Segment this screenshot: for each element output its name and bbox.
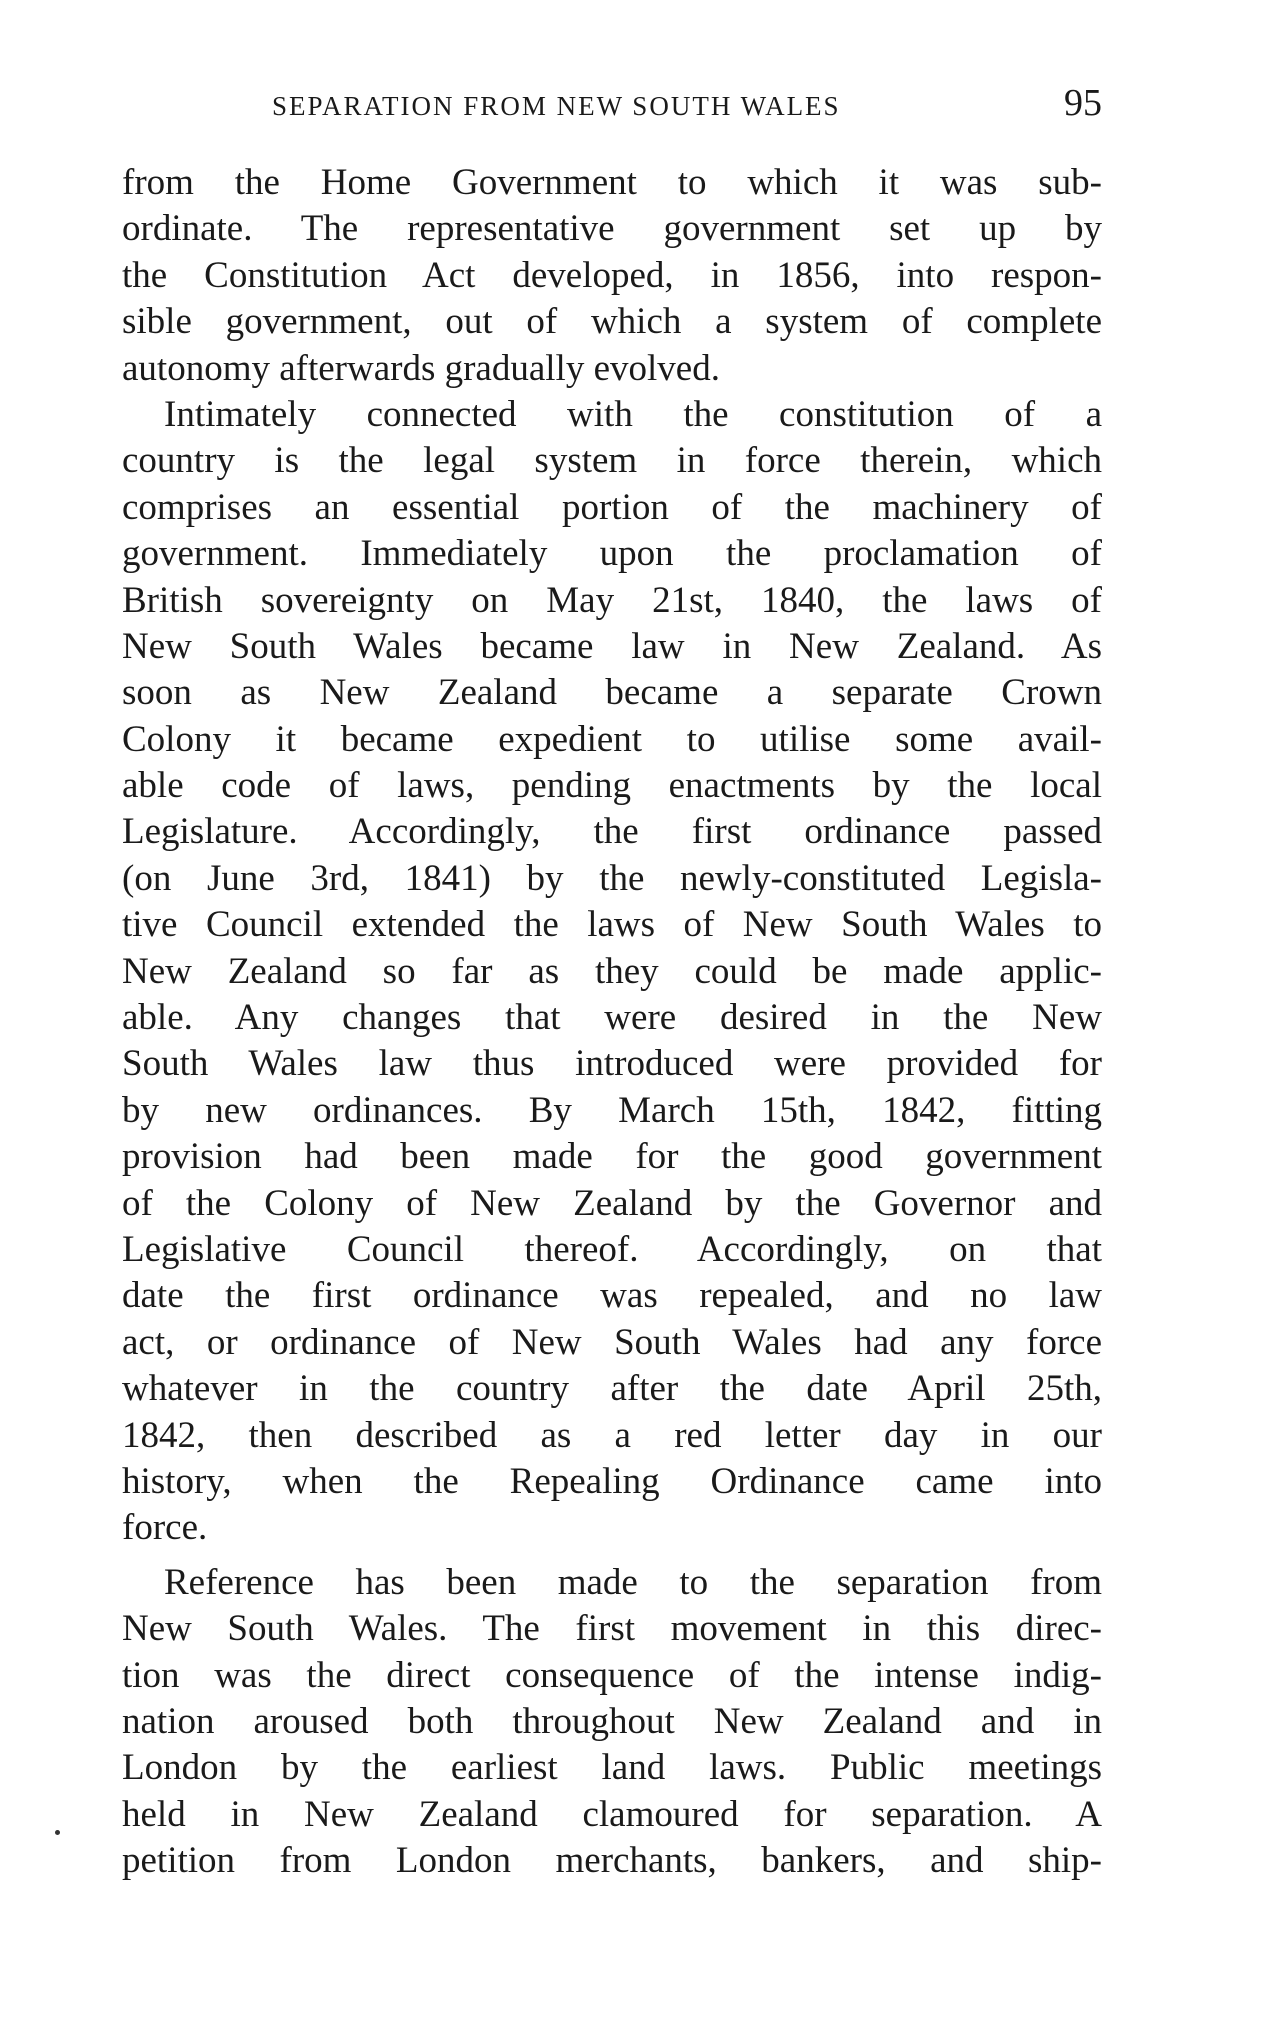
text-line: held in New Zealand clamoured for separation. A <box>122 1793 1102 1835</box>
text-line: able. Any changes that were desired in the New <box>122 997 1102 1039</box>
text-line: act, or ordinance of New South Wales had any force <box>122 1321 1102 1363</box>
text-line: from the Home Government to which it was sub- <box>122 162 1102 203</box>
text-line: tion was the direct consequence of the intense indig- <box>122 1654 1102 1696</box>
text-line: autonomy afterwards gradually evolved. <box>122 347 720 389</box>
paragraph-gap <box>122 1552 1102 1560</box>
text-line: petition from London merchants, bankers, and ship- <box>122 1840 1102 1882</box>
text-line: London by the earliest land laws. Public meetings <box>122 1747 1102 1789</box>
text-line: comprises an essential portion of the machinery of <box>122 486 1102 528</box>
text-line: date the first ordinance was repealed, and no law <box>122 1275 1102 1317</box>
text-line: Legislature. Accordingly, the first ordinance passed <box>122 811 1102 853</box>
text-line: New South Wales. The first movement in this direc- <box>122 1608 1102 1650</box>
text-line: government. Immediately upon the proclamation of <box>122 533 1102 575</box>
text-line: (on June 3rd, 1841) by the newly-constituted Legisla- <box>122 857 1102 899</box>
text-line: Intimately connected with the constitution of a <box>164 393 1102 435</box>
text-line: of the Colony of New Zealand by the Governor and <box>122 1182 1102 1224</box>
text-line: force. <box>122 1507 208 1549</box>
text-line: South Wales law thus introduced were provided for <box>122 1043 1102 1085</box>
text-line: provision had been made for the good government <box>122 1136 1102 1178</box>
text-line: nation aroused both throughout New Zealand and in <box>122 1700 1102 1742</box>
page-number: 95 <box>1064 82 1102 124</box>
text-line: by new ordinances. By March 15th, 1842, fitting <box>122 1089 1102 1131</box>
running-head <box>122 80 1102 130</box>
text-line: the Constitution Act developed, in 1856, into respon- <box>122 254 1102 296</box>
text-line: Reference has been made to the separation from <box>164 1561 1102 1603</box>
text-line: Legislative Council thereof. Accordingly, on that <box>122 1228 1102 1270</box>
text-line: 1842, then described as a red letter day in our <box>122 1414 1102 1456</box>
text-line: Colony it became expedient to utilise some avail- <box>122 718 1102 760</box>
text-line: New South Wales became law in New Zealand. As <box>122 625 1102 667</box>
paragraph <box>122 392 1102 1552</box>
running-title: SEPARATION FROM NEW SOUTH WALES <box>272 91 841 121</box>
text-line: history, when the Repealing Ordinance came into <box>122 1460 1102 1502</box>
body-text <box>122 160 1102 1884</box>
text-line: country is the legal system in force therein, which <box>122 440 1102 482</box>
text-line: soon as New Zealand became a separate Crown <box>122 672 1102 714</box>
paragraph <box>122 160 1102 392</box>
text-line: able code of laws, pending enactments by the local <box>122 765 1102 807</box>
stray-ink-mark <box>55 1830 60 1835</box>
text-line: British sovereignty on May 21st, 1840, the laws of <box>122 579 1102 621</box>
text-line: tive Council extended the laws of New South Wales to <box>122 904 1102 946</box>
paragraph <box>122 1560 1102 1885</box>
text-line: ordinate. The representative government set up by <box>122 208 1102 250</box>
text-line: New Zealand so far as they could be made applic- <box>122 950 1102 992</box>
text-line: sible government, out of which a system of complete <box>122 301 1102 343</box>
text-line: whatever in the country after the date April 25th, <box>122 1368 1102 1410</box>
